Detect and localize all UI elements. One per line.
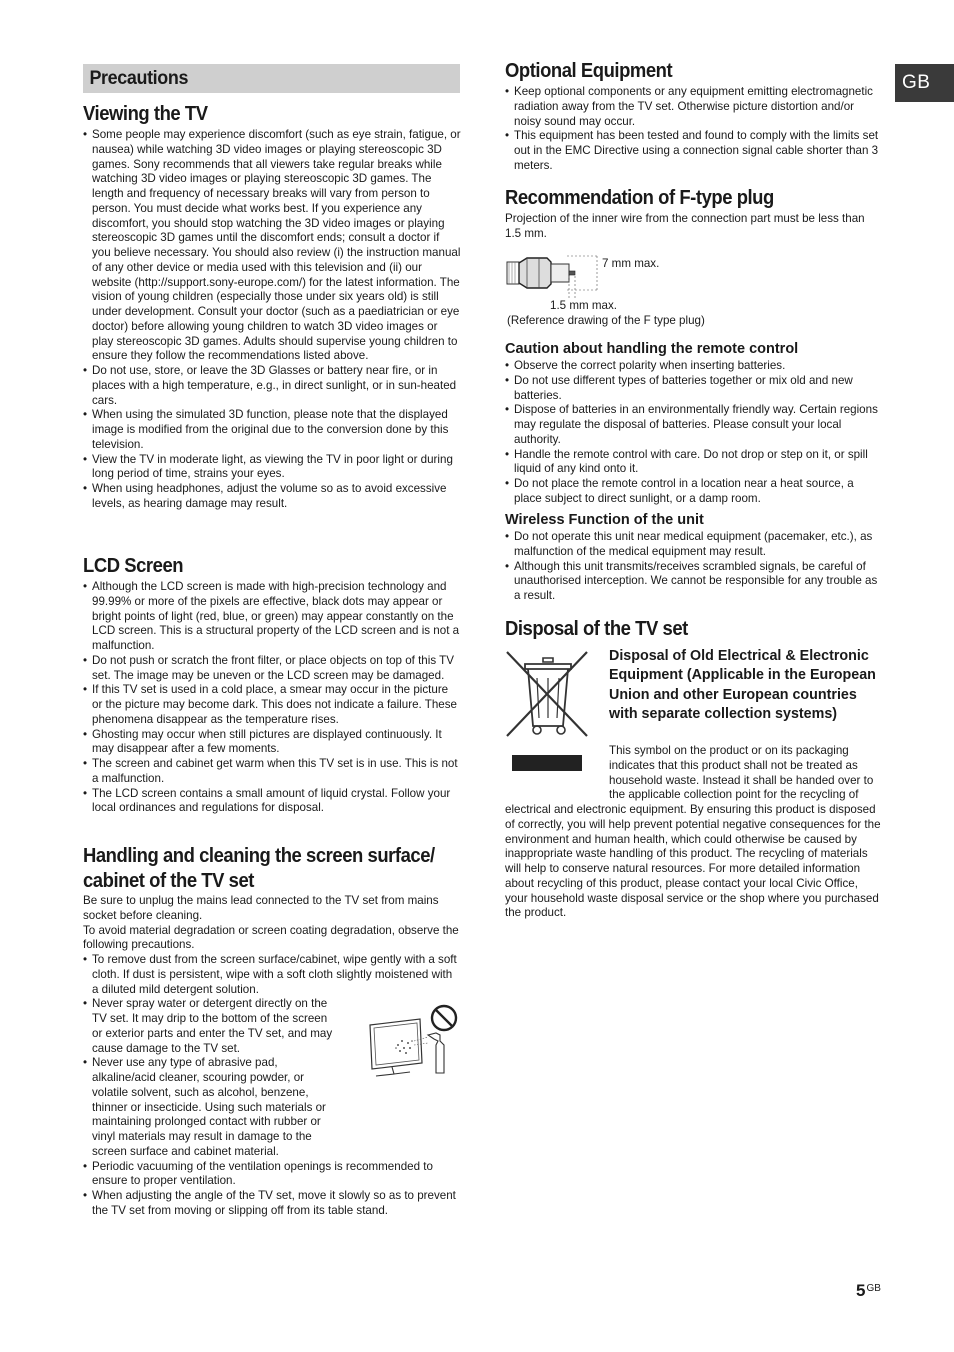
disposal-subtitle: Disposal of Old Electrical & Electronic Equipment (Applicable in the European Union and other European countries with separate collection systems) [609, 648, 876, 722]
wireless-title: Wireless Function of the unit [505, 512, 704, 528]
list-item: • When adjusting the angle of the TV set, move it slowly so as to prevent the TV set from moving or slipping off from its table stand. [83, 1189, 461, 1219]
remote-title: Caution about handling the remote control [505, 341, 799, 357]
list-item: • The LCD screen contains a small amount of liquid crystal. Follow your local ordinances and regulations for disposal. [83, 787, 461, 817]
disposal-body: This symbol on the product or on its packaging indicates that this product shall not be treated as household waste. Instead it shall be handed over to the applicable collection point for the recycling of electrical and electronic equipment. By ensuring this product is disposed of correctly, you will help prevent potential negative consequences for the environment and human health, which could otherwise be caused by inappropriate waste handling of this product. The recycling of materials will help to conserve natural resources. For more detailed information about recycling of this product, please contact your local Civic Office, your household waste disposal service or the shop where you purchased the product. [505, 744, 881, 920]
precautions-header-bar [83, 64, 460, 93]
ftype-title: Recommendation of F-type plug [505, 186, 774, 209]
optional-list [505, 85, 883, 174]
list-item: • The screen and cabinet get warm when this TV set is in use. This is not a malfunction. [83, 757, 461, 787]
list-item: • Do not push or scratch the front filter, or place objects on top of this TV set. The image may be uneven or the LCD screen may be damaged. [83, 654, 461, 684]
no-spray-illustration [362, 1001, 462, 1077]
plug-label-1-5mm: 1.5 mm max. [550, 299, 617, 312]
list-item: • When using the simulated 3D function, please note that the displayed image is modified from the original due to the conversion done by this television. [83, 408, 461, 452]
f-type-plug-drawing [505, 250, 605, 302]
optional-section [505, 85, 883, 174]
list-item: • Never spray water or detergent directly on the TV set. It may drip to the bottom of the screen or exterior parts and enter the TV set, and may cause damage to the TV set. [83, 997, 461, 1056]
viewing-title: Viewing the TV [83, 102, 208, 125]
list-item: • Although this unit transmits/receives scrambled signals, be careful of unauthorised interception. We cannot be responsible for any trouble as a result. [505, 560, 883, 604]
page-number [856, 1281, 881, 1301]
list-item: • To remove dust from the screen surface/cabinet, wipe gently with a soft cloth. If dust is persistent, wipe with a soft cloth slightly moistened with a diluted mild detergent solution. [83, 953, 461, 997]
list-item: • When using headphones, adjust the volume so as to avoid excessive levels, as hearing damage may result. [83, 482, 461, 512]
remote-section [505, 359, 883, 507]
remote-list [505, 359, 883, 507]
lcd-list [83, 580, 461, 816]
list-item: • Some people may experience discomfort (such as eye strain, fatigue, or nausea) while watching 3D video images or playing stereoscopic 3D games. Sony recommends that all viewers take regular breaks while watching 3D video images or playing stereoscopic 3D games. The length and frequency of necessary breaks will vary from person to person. You must decide what works best. If you experience any discomfort, you should stop watching the 3D video images or playing stereoscopic 3D games until the discomfort ends; consult a doctor if you believe necessary. You should also review (i) the instruction manual of any other device or media used with this television and (ii) our website (http://support.sony-europe.com/) for the latest information. The vision of young children (especially those under six years old) is still under development. Consult your doctor (such as a paediatrician or eye doctor) before allowing young children to watch 3D video images or play stereoscopic 3D games. Adults should supervise young children to ensure they follow the recommendations listed above. [83, 128, 461, 364]
spacer [505, 744, 609, 796]
handling-title-line2: cabinet of the TV set [83, 869, 254, 892]
lcd-section [83, 580, 461, 816]
handling-list [83, 953, 461, 1219]
plug-caption: (Reference drawing of the F type plug) [507, 314, 705, 327]
wireless-section [505, 530, 883, 604]
lcd-title: LCD Screen [83, 554, 184, 577]
list-item: • If this TV set is used in a cold place, a smear may occur in the picture or the picture may become dark. This does not indicate a failure. These phenomena disappear as the temperature rises. [83, 683, 461, 727]
list-item: • Do not use, store, or leave the 3D Glasses or battery near fire, or in places with a high temperature, e.g., in direct sunlight, or in sun-heated cars. [83, 364, 461, 408]
viewing-section [83, 128, 461, 512]
list-item: • Keep optional components or any equipment emitting electromagnetic radiation away from the TV set. Otherwise picture distortion and/or noisy sound may occur. [505, 85, 883, 129]
language-tab: GB [895, 64, 954, 102]
optional-title: Optional Equipment [505, 59, 673, 82]
disposal-title: Disposal of the TV set [505, 617, 688, 640]
page-number-value: 5 [856, 1281, 866, 1300]
handling-paragraph: Be sure to unplug the mains lead connected to the TV set from mains socket before cleaning. [83, 894, 439, 922]
wireless-list [505, 530, 883, 604]
list-item: • Do not place the remote control in a location near a heat source, a place subject to direct sunlight, or a damp room. [505, 477, 883, 507]
list-item: • Although the LCD screen is made with high-precision technology and 99.99% or more of the pixels are effective, black dots may appear or bright points of light (red, blue, or green) may appear constantly on the LCD screen. This is a structural property of the LCD screen and is not a malfunction. [83, 580, 461, 654]
list-item: • This equipment has been tested and found to comply with the limits set out in the EMC Directive using a connection signal cable shorter than 3 meters. [505, 129, 883, 173]
list-item: • Dispose of batteries in an environmentally friendly way. Certain regions may regulate the disposal of batteries. Please consult your local authority. [505, 403, 883, 447]
plug-label-7mm: 7 mm max. [602, 257, 660, 270]
list-item: • Handle the remote control with care. Do not drop or step on it, or spill liquid of any kind onto it. [505, 448, 883, 478]
list-item: • Periodic vacuuming of the ventilation openings is recommended to ensure to proper ventilation. [83, 1160, 461, 1190]
ftype-paragraph: Projection of the inner wire from the connection part must be less than 1.5 mm. [505, 212, 865, 240]
viewing-list [83, 128, 461, 512]
handling-title-line1: Handling and cleaning the screen surface/ [83, 844, 435, 867]
page-number-suffix: GB [866, 1283, 881, 1294]
list-item: • Ghosting may occur when still pictures are displayed continuously. It may disappear after a few moments. [83, 728, 461, 758]
handling-paragraph: To avoid material degradation or screen coating degradation, observe the following precautions. [83, 923, 459, 952]
list-item: • View the TV in moderate light, as viewing the TV in poor light or during long period of time, strains your eyes. [83, 453, 461, 483]
disposal-body-wrapper [505, 744, 883, 921]
list-item-text: Never use any type of abrasive pad, alkaline/acid cleaner, scouring powder, or volatile solvent, such as alcohol, benzene, thinner or insecticide. Using such materials or maintaining prolonged contact with rubber or vinyl materials may result in damage to the screen surface and cabinet material. [92, 1056, 326, 1158]
list-item: • Do not use different types of batteries together or mix old and new batteries. [505, 374, 883, 404]
precautions-title: Precautions [89, 67, 189, 89]
list-item: • Observe the correct polarity when inserting batteries. [505, 359, 883, 374]
list-item: • Do not operate this unit near medical equipment (pacemaker, etc.), as malfunction of the medical equipment may result. [505, 530, 883, 560]
